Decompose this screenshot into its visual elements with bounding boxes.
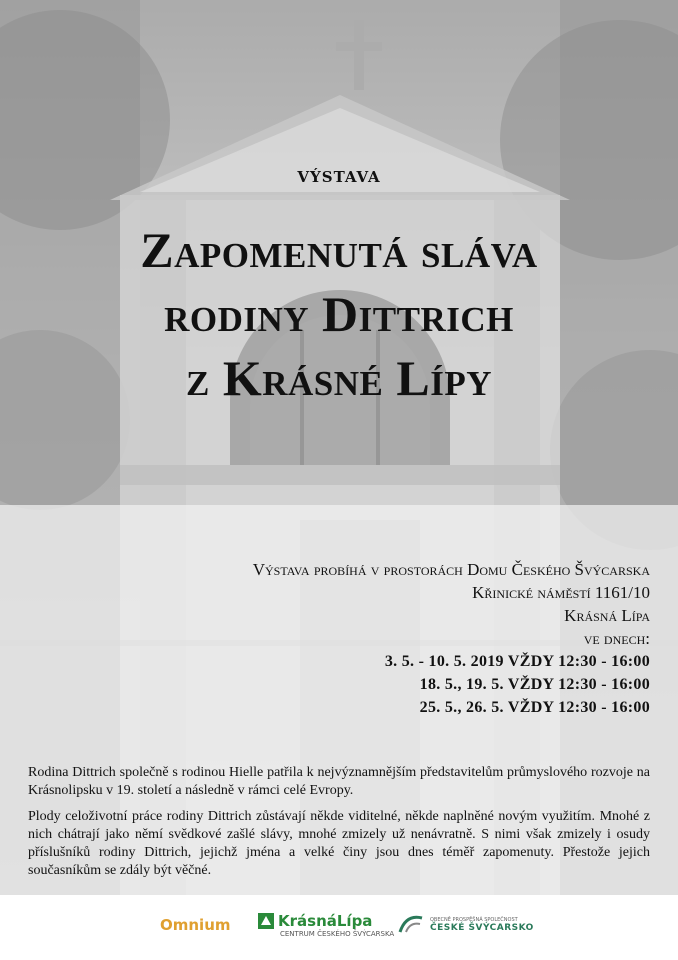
dates-heading: ve dnech: — [583, 629, 650, 648]
title-line-1: Zapomenutá sláva — [140, 222, 538, 278]
date-line-2: 18. 5., 19. 5. VŽDY 12:30 - 16:00 — [419, 676, 650, 693]
venue-line: Výstava probíhá v prostorách Domu Českého Švýcarska — [252, 560, 650, 579]
paragraph-1: Rodina Dittrich společně s rodinou Hielle patřila k nejvýznamnějším představitelům průmyslového rozvoje na Krásnolipsku v 19. století a následně v rámci celé Evropy. — [28, 765, 650, 798]
date-line-3: 25. 5., 26. 5. VŽDY 12:30 - 16:00 — [419, 699, 650, 716]
krasna-lipa-subtitle: CENTRUM ČESKÉHO ŠVÝCARSKA — [280, 930, 395, 938]
paragraph-2: Plody celoživotní práce rodiny Dittrich zůstávají někde viditelné, někde naplněné novým využitím. Mnohé z nich chátrají jako němí svědkové zašlé slávy, mnohé zmizely už nenávratně. S nimi však zmizely i osudy příslušníků rodiny Dittrich, jejichž jména a velké činy jsou dnes téměř zapomenuty. Přestože jejich současníkům se zdály být věčné. — [28, 809, 650, 878]
address-line: Křinické náměstí 1161/10 — [472, 583, 650, 602]
omnium-logo — [160, 916, 231, 934]
krasna-lipa-logo — [258, 912, 394, 938]
town-line: Krásná Lípa — [564, 606, 650, 625]
kicker-label: VÝSTAVA — [297, 168, 381, 186]
title-line-3: z Krásné Lípy — [186, 350, 492, 406]
krasna-lipa-mark-icon — [258, 913, 274, 929]
ceske-svycarsko-text: ČESKÉ ŠVÝCARSKO — [430, 923, 534, 933]
ceske-svycarsko-mark-icon — [398, 912, 426, 938]
omnium-logo-text: Omnium — [160, 916, 231, 934]
exhibition-info — [50, 558, 650, 719]
ceske-svycarsko-logo — [398, 912, 534, 938]
description-text — [28, 764, 650, 888]
krasna-lipa-logo-text: KrásnáLípa — [278, 912, 373, 930]
exhibition-title — [0, 218, 678, 410]
ceske-svycarsko-small-text: OBECNĚ PROSPĚŠNÁ SPOLEČNOST — [430, 917, 518, 923]
title-line-2: rodiny Dittrich — [164, 286, 514, 342]
date-line-1: 3. 5. - 10. 5. 2019 VŽDY 12:30 - 16:00 — [384, 653, 650, 670]
